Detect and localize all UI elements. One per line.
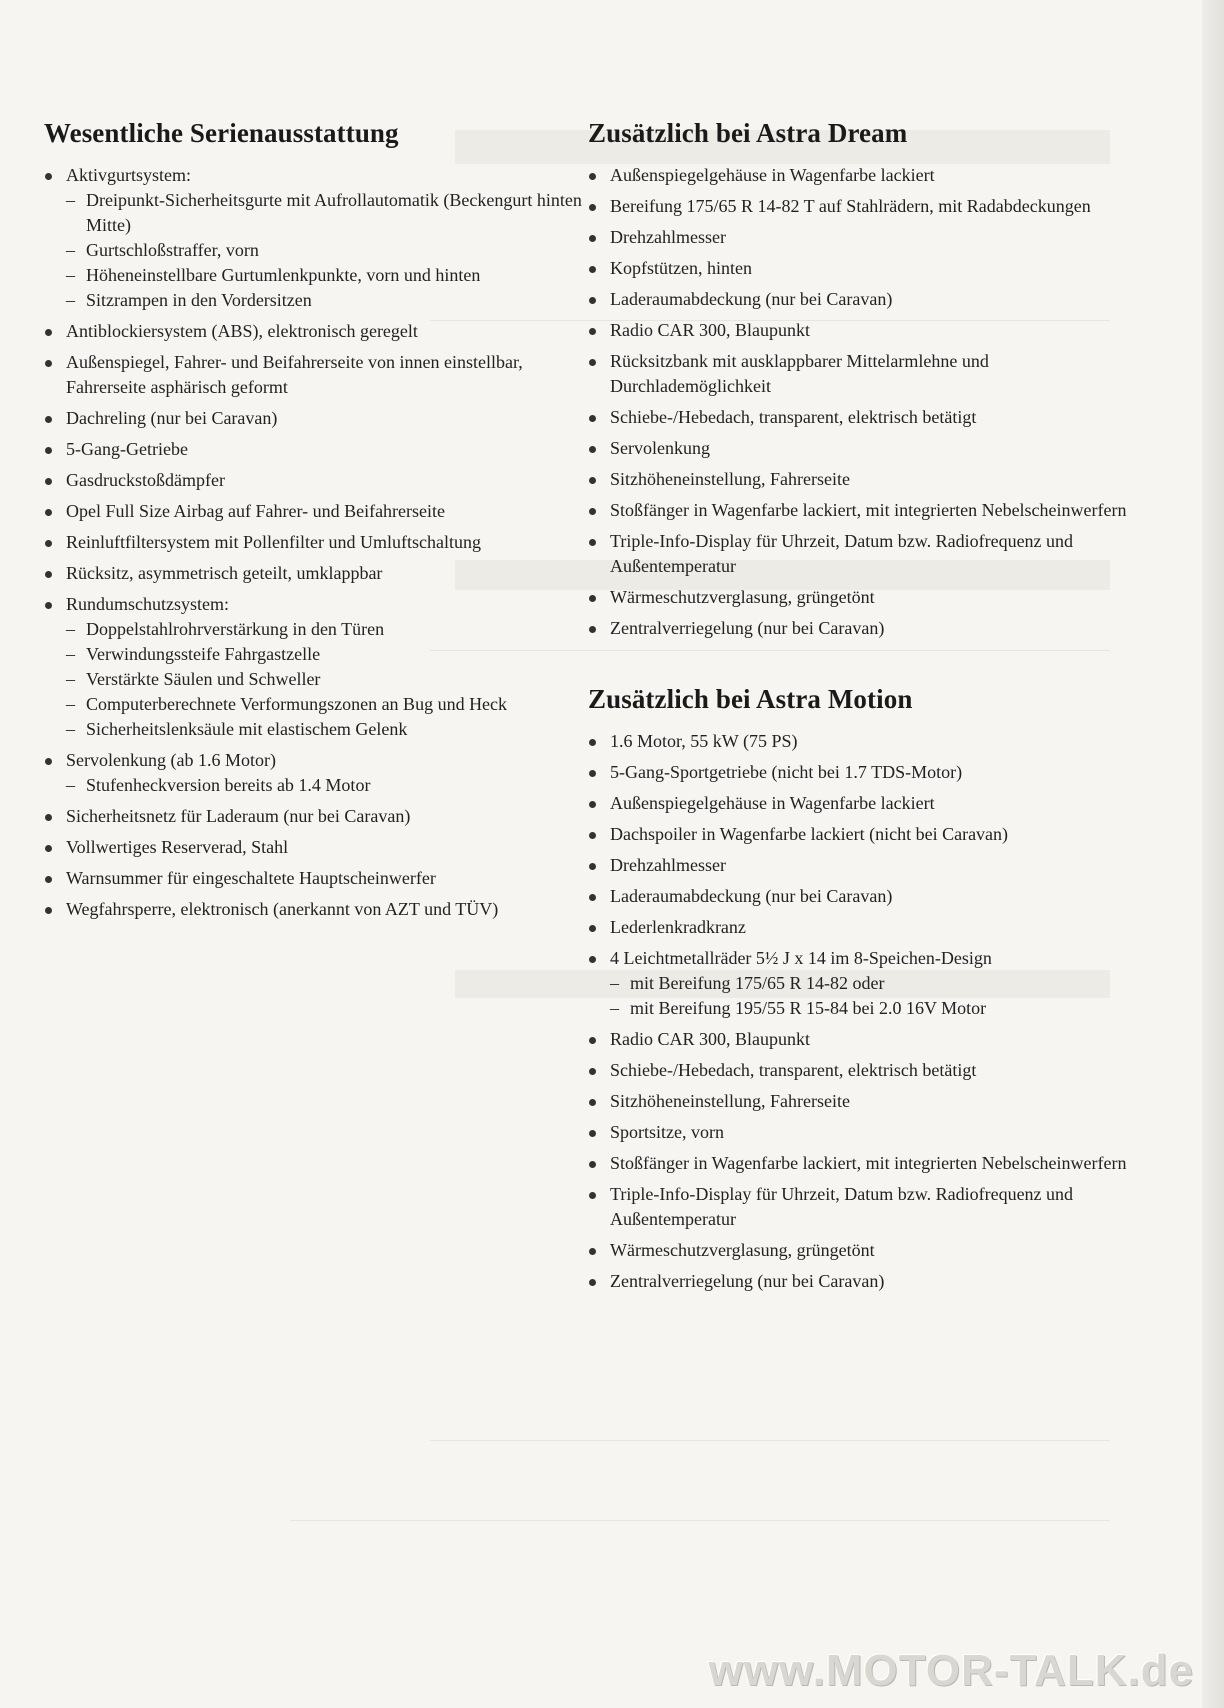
list-item xyxy=(588,1269,1128,1294)
list-item-text: Bereifung 175/65 R 14-82 T auf Stahlrädern, mit Radabdeckungen xyxy=(610,196,1091,216)
list-item xyxy=(44,437,584,462)
list-item xyxy=(44,406,584,431)
list-item xyxy=(588,405,1128,430)
heading-serienausstattung: Wesentliche Serienausstattung xyxy=(44,118,399,148)
list-item xyxy=(588,1238,1128,1263)
list-item xyxy=(44,319,584,344)
left-column xyxy=(44,118,584,928)
show-through-line xyxy=(430,1440,1110,1441)
list-item xyxy=(588,318,1128,343)
list-item xyxy=(44,897,584,922)
list-item-text: Außenspiegelgehäuse in Wagenfarbe lackiert xyxy=(610,165,935,185)
list-item-text: Vollwertiges Reserverad, Stahl xyxy=(66,837,289,857)
right-column xyxy=(588,118,1128,1300)
list-item-text: Warnsummer für eingeschaltete Hauptscheinwerfer xyxy=(66,868,436,888)
list-item xyxy=(588,1151,1128,1176)
list-item xyxy=(588,529,1128,579)
sub-list xyxy=(66,188,584,313)
list-item-text: Rundumschutzsystem: xyxy=(66,594,229,614)
sub-list-item: – Stufenheckversion bereits ab 1.4 Motor xyxy=(66,773,584,798)
watermark-logo: www.MOTOR-TALK.de xyxy=(708,1646,1194,1695)
list-item xyxy=(588,436,1128,461)
list-item-text: Kopfstützen, hinten xyxy=(610,258,752,278)
list-item xyxy=(588,498,1128,523)
list-item xyxy=(588,915,1128,940)
list-item xyxy=(588,349,1128,399)
list-item xyxy=(588,225,1128,250)
list-item-text: Servolenkung xyxy=(610,438,710,458)
astra-dream-list xyxy=(588,163,1128,641)
list-item xyxy=(588,585,1128,610)
list-item xyxy=(44,561,584,586)
list-item-text: Rücksitzbank mit ausklappbarer Mittelarmlehne und Durchlademöglichkeit xyxy=(610,351,989,396)
sub-list xyxy=(610,971,1128,1021)
list-item xyxy=(588,163,1128,188)
list-item xyxy=(44,804,584,829)
list-item xyxy=(588,1182,1128,1232)
list-item xyxy=(588,616,1128,641)
list-item-text: Radio CAR 300, Blaupunkt xyxy=(610,1029,811,1049)
list-item-text: Antiblockiersystem (ABS), elektronisch geregelt xyxy=(66,321,418,341)
list-item-text: Dachspoiler in Wagenfarbe lackiert (nicht bei Caravan) xyxy=(610,824,1009,844)
list-item-text: Sitzhöheneinstellung, Fahrerseite xyxy=(610,469,850,489)
list-item-text: Schiebe-/Hebedach, transparent, elektrisch betätigt xyxy=(610,1060,977,1080)
list-item-text: Triple-Info-Display für Uhrzeit, Datum bzw. Radiofrequenz und Außentemperatur xyxy=(610,531,1074,576)
list-item xyxy=(588,946,1128,1021)
astra-motion-list xyxy=(588,729,1128,1294)
sub-list-item: – Computerberechnete Verformungszonen an Bug und Heck xyxy=(66,692,584,717)
list-item xyxy=(44,499,584,524)
list-item-text: Laderaumabdeckung (nur bei Caravan) xyxy=(610,886,893,906)
list-item-text: Triple-Info-Display für Uhrzeit, Datum bzw. Radiofrequenz und Außentemperatur xyxy=(610,1184,1074,1229)
show-through-line xyxy=(290,1520,1110,1521)
list-item-text: Lederlenkradkranz xyxy=(610,917,746,937)
list-item xyxy=(588,791,1128,816)
list-item-text: Stoßfänger in Wagenfarbe lackiert, mit integrierten Nebelscheinwerfern xyxy=(610,500,1127,520)
list-item-text: Sitzhöheneinstellung, Fahrerseite xyxy=(610,1091,850,1111)
sub-list-item: – Verwindungssteife Fahrgastzelle xyxy=(66,642,584,667)
sub-list-item: – mit Bereifung 175/65 R 14-82 oder xyxy=(610,971,1128,996)
list-item-text: 5-Gang-Sportgetriebe (nicht bei 1.7 TDS-Motor) xyxy=(610,762,963,782)
list-item-text: Zentralverriegelung (nur bei Caravan) xyxy=(610,1271,885,1291)
list-item-text: Drehzahlmesser xyxy=(610,855,726,875)
list-item-text: Aktivgurtsystem: xyxy=(66,165,191,185)
list-item xyxy=(44,468,584,493)
list-item-text: 1.6 Motor, 55 kW (75 PS) xyxy=(610,731,798,751)
list-item xyxy=(44,350,584,400)
sub-list xyxy=(66,617,584,742)
list-item xyxy=(44,866,584,891)
heading-astra-dream: Zusätzlich bei Astra Dream xyxy=(588,118,908,148)
list-item xyxy=(588,467,1128,492)
list-item xyxy=(588,256,1128,281)
list-item xyxy=(588,194,1128,219)
list-item-text: Rücksitz, asymmetrisch geteilt, umklappbar xyxy=(66,563,383,583)
list-item-text: Zentralverriegelung (nur bei Caravan) xyxy=(610,618,885,638)
sub-list-item: – Verstärkte Säulen und Schweller xyxy=(66,667,584,692)
heading-astra-motion: Zusätzlich bei Astra Motion xyxy=(588,684,913,714)
list-item xyxy=(588,1058,1128,1083)
sub-list-item: – Doppelstahlrohrverstärkung in den Türen xyxy=(66,617,584,642)
list-item-text: 5-Gang-Getriebe xyxy=(66,439,188,459)
list-item xyxy=(588,853,1128,878)
list-item-text: Radio CAR 300, Blaupunkt xyxy=(610,320,811,340)
list-item xyxy=(44,163,584,313)
list-item xyxy=(588,760,1128,785)
list-item xyxy=(44,592,584,742)
list-item-text: Dachreling (nur bei Caravan) xyxy=(66,408,278,428)
list-item xyxy=(44,835,584,860)
list-item xyxy=(44,530,584,555)
list-item-text: Sicherheitsnetz für Laderaum (nur bei Caravan) xyxy=(66,806,411,826)
list-item xyxy=(588,822,1128,847)
list-item-text: Wärmeschutzverglasung, grüngetönt xyxy=(610,587,875,607)
list-item xyxy=(588,1027,1128,1052)
list-item-text: Außenspiegel, Fahrer- und Beifahrerseite von innen einstellbar, Fahrerseite asphärisch geformt xyxy=(66,352,523,397)
list-item-text: Wegfahrsperre, elektronisch (anerkannt von AZT und TÜV) xyxy=(66,899,499,919)
list-item-text: Reinluftfiltersystem mit Pollenfilter und Umluftschaltung xyxy=(66,532,481,552)
serienausstattung-list xyxy=(44,163,584,922)
list-item-text: 4 Leichtmetallräder 5½ J x 14 im 8-Speichen-Design xyxy=(610,948,992,968)
list-item-text: Opel Full Size Airbag auf Fahrer- und Beifahrerseite xyxy=(66,501,446,521)
list-item xyxy=(44,748,584,798)
sub-list-item: – Gurtschloßstraffer, vorn xyxy=(66,238,584,263)
list-item xyxy=(588,1120,1128,1145)
list-item xyxy=(588,729,1128,754)
list-item-text: Laderaumabdeckung (nur bei Caravan) xyxy=(610,289,893,309)
sub-list xyxy=(66,773,584,798)
list-item-text: Stoßfänger in Wagenfarbe lackiert, mit integrierten Nebelscheinwerfern xyxy=(610,1153,1127,1173)
list-item-text: Drehzahlmesser xyxy=(610,227,726,247)
list-item-text: Sportsitze, vorn xyxy=(610,1122,724,1142)
sub-list-item: – Sicherheitslenksäule mit elastischem Gelenk xyxy=(66,717,584,742)
list-item xyxy=(588,884,1128,909)
sub-list-item: – Sitzrampen in den Vordersitzen xyxy=(66,288,584,313)
sub-list-item: – Dreipunkt-Sicherheitsgurte mit Aufrollautomatik (Beckengurt hinten Mitte) xyxy=(66,188,584,238)
list-item-text: Wärmeschutzverglasung, grüngetönt xyxy=(610,1240,875,1260)
list-item-text: Außenspiegelgehäuse in Wagenfarbe lackiert xyxy=(610,793,935,813)
sub-list-item: – Höheneinstellbare Gurtumlenkpunkte, vorn und hinten xyxy=(66,263,584,288)
list-item-text: Servolenkung (ab 1.6 Motor) xyxy=(66,750,276,770)
list-item-text: Schiebe-/Hebedach, transparent, elektrisch betätigt xyxy=(610,407,977,427)
sub-list-item: – mit Bereifung 195/55 R 15-84 bei 2.0 16V Motor xyxy=(610,996,1128,1021)
list-item xyxy=(588,287,1128,312)
list-item xyxy=(588,1089,1128,1114)
list-item-text: Gasdruckstoßdämpfer xyxy=(66,470,225,490)
page-edge xyxy=(1202,0,1224,1708)
